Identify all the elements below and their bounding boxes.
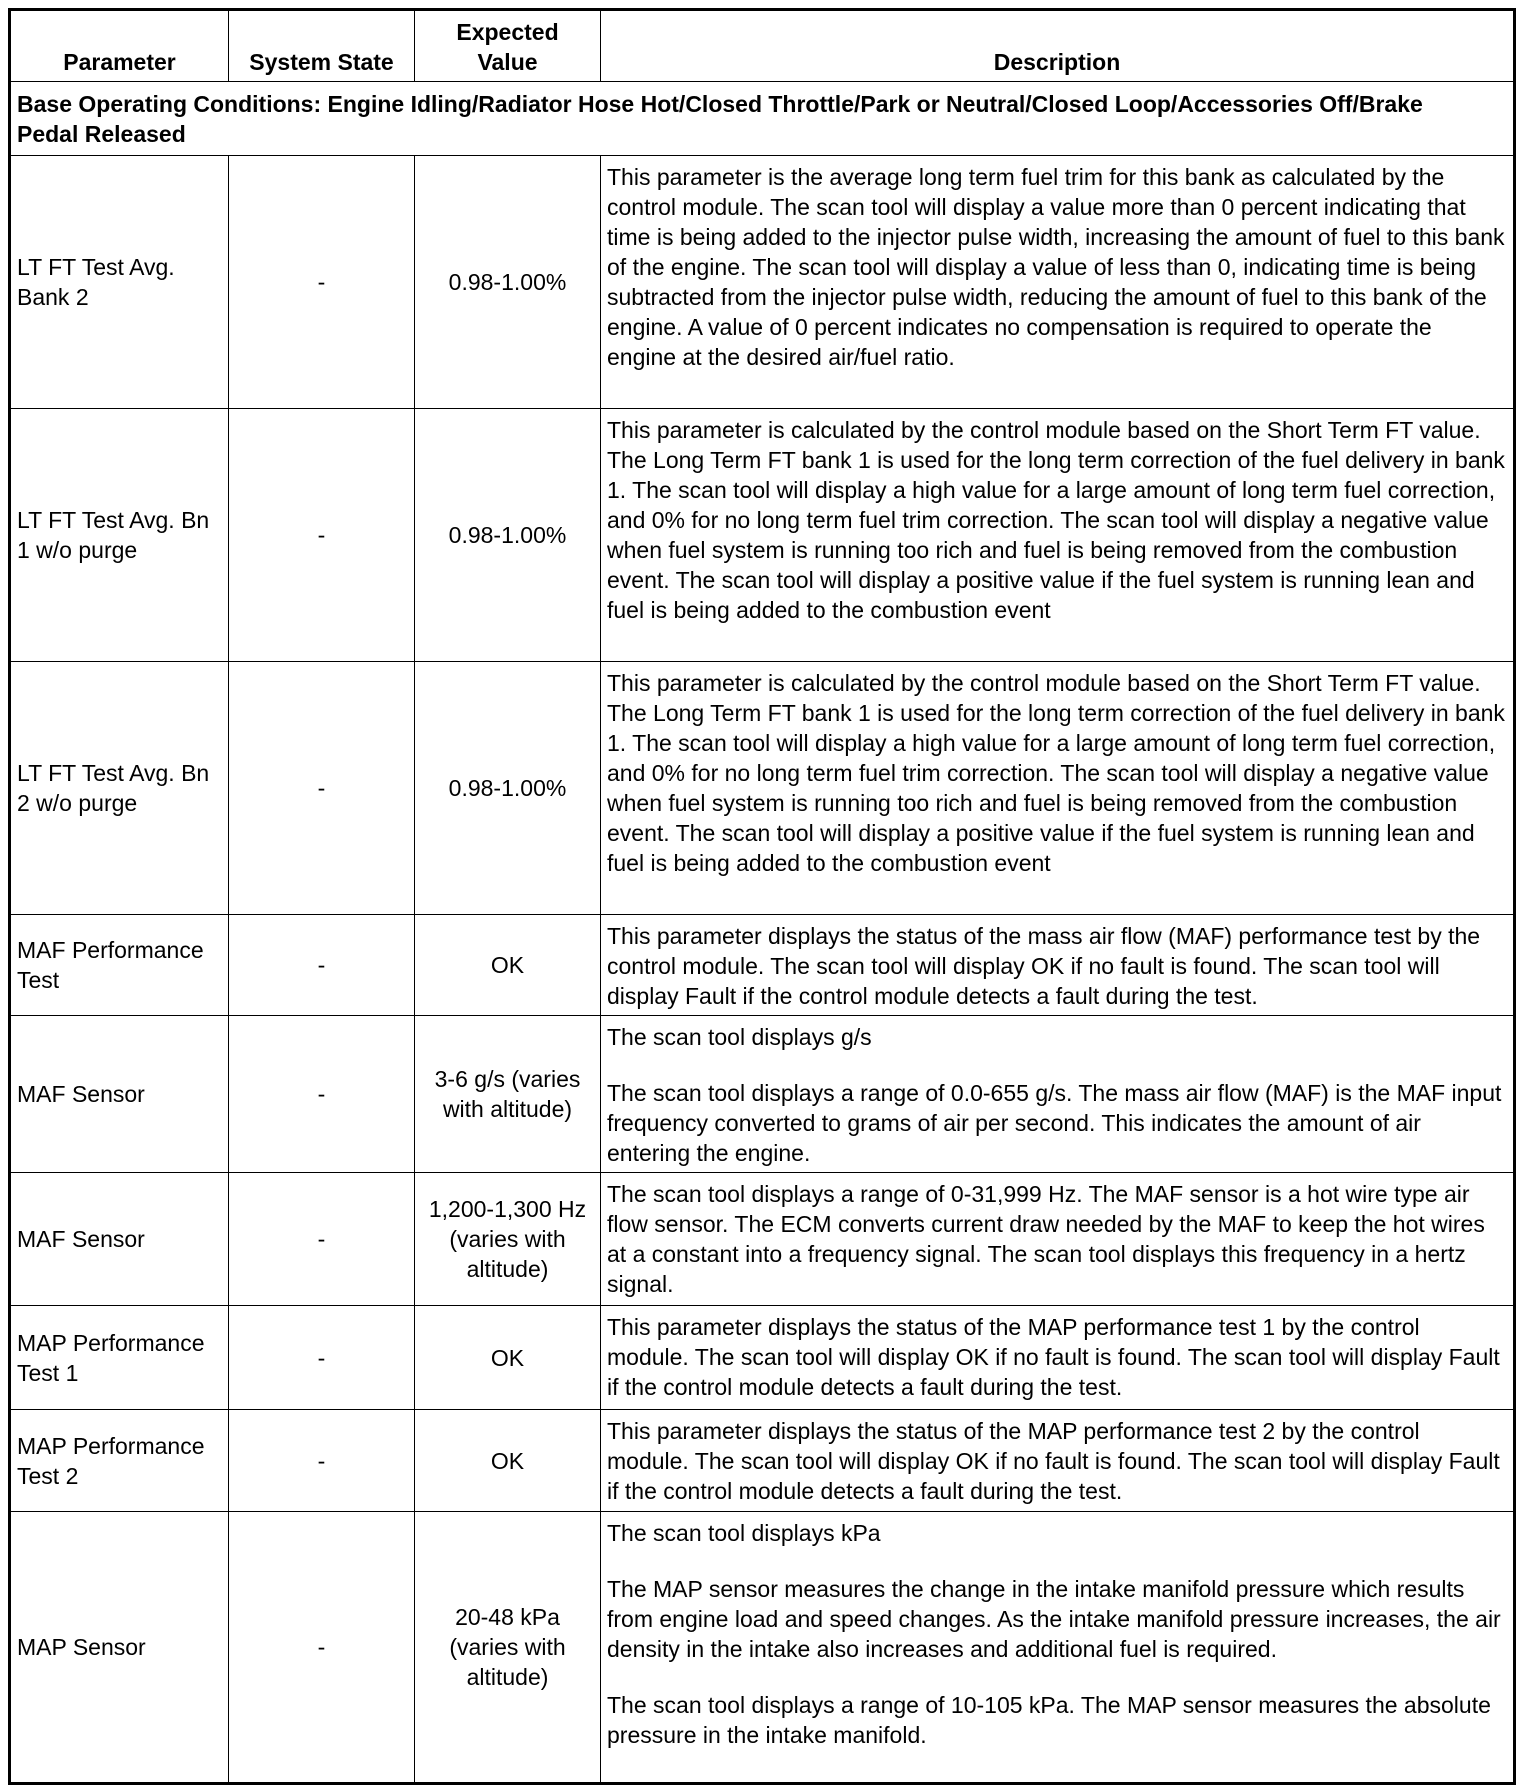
parameter-cell: LT FT Test Avg. Bn 1 w/o purge xyxy=(10,409,229,662)
parameter-cell: LT FT Test Avg. Bn 2 w/o purge xyxy=(10,662,229,915)
parameter-cell: MAP Performance Test 2 xyxy=(10,1410,229,1512)
description-paragraph: The MAP sensor measures the change in the intake manifold pressure which results from engine load and speed changes. As the intake manifold pressure increases, the air density in the intake also increases and additional fuel is required. xyxy=(607,1576,1501,1662)
expected-value-cell: 1,200-1,300 Hz (varies with altitude) xyxy=(415,1173,601,1306)
header-row xyxy=(10,10,1515,82)
description-paragraph: The scan tool displays a range of 0-31,999 Hz. The MAF sensor is a hot wire type air flow sensor. The ECM converts current draw needed by the MAF to keep the hot wires at a constant into a frequency signal. The scan tool displays this frequency in a hertz signal. xyxy=(607,1181,1485,1297)
description-paragraph: This parameter is calculated by the control module based on the Short Term FT value. The Long Term FT bank 1 is used for the long term correction of the fuel delivery in bank 1. The scan tool will display a high value for a large amount of long term fuel correction, and 0% for no long term fuel trim correction. The scan tool will display a negative value when fuel system is running too rich and fuel is being removed from the combustion event. The scan tool will display a positive value if the fuel system is running lean and fuel is being added to the combustion event xyxy=(607,670,1505,876)
system-state-cell: - xyxy=(229,1016,415,1173)
system-state-cell: - xyxy=(229,662,415,915)
expected-value-cell: 20-48 kPa (varies with altitude) xyxy=(415,1512,601,1784)
system-state-cell: - xyxy=(229,1410,415,1512)
description-cell xyxy=(601,1173,1515,1306)
table-row xyxy=(10,915,1515,1016)
parameter-cell: MAP Performance Test 1 xyxy=(10,1306,229,1410)
expected-value-cell: 0.98-1.00% xyxy=(415,156,601,409)
table-row xyxy=(10,1410,1515,1512)
table-row xyxy=(10,662,1515,915)
description-cell xyxy=(601,409,1515,662)
header-system-state: System State xyxy=(229,10,415,82)
parameter-table xyxy=(8,8,1516,1785)
expected-value-cell: OK xyxy=(415,915,601,1016)
table-row xyxy=(10,156,1515,409)
description-cell xyxy=(601,1306,1515,1410)
description-cell xyxy=(601,662,1515,915)
description-paragraph: This parameter displays the status of the mass air flow (MAF) performance test by the control module. The scan tool will display OK if no fault is found. The scan tool will display Fault if the control module detects a fault during the test. xyxy=(607,923,1481,1009)
description-cell xyxy=(601,1410,1515,1512)
description-paragraph: This parameter is the average long term fuel trim for this bank as calculated by the control module. The scan tool will display a value more than 0 percent indicating that time is being added to the injector pulse width, increasing the amount of fuel to this bank of the engine. The scan tool will display a value of less than 0, indicating time is being subtracted from the injector pulse width, reducing the amount of fuel to this bank of the engine. A value of 0 percent indicates no compensation is required to operate the engine at the desired air/fuel ratio. xyxy=(607,164,1505,370)
expected-value-cell: 3-6 g/s (varies with altitude) xyxy=(415,1016,601,1173)
header-expected-value: Expected Value xyxy=(415,10,601,82)
table-row xyxy=(10,1173,1515,1306)
expected-value-cell: OK xyxy=(415,1306,601,1410)
description-cell xyxy=(601,915,1515,1016)
system-state-cell: - xyxy=(229,1306,415,1410)
parameter-cell: MAF Sensor xyxy=(10,1173,229,1306)
description-paragraph: The scan tool displays a range of 0.0-655 g/s. The mass air flow (MAF) is the MAF input frequency converted to grams of air per second. This indicates the amount of air entering the engine. xyxy=(607,1080,1502,1166)
system-state-cell: - xyxy=(229,915,415,1016)
table-row xyxy=(10,409,1515,662)
header-description: Description xyxy=(601,10,1515,82)
system-state-cell: - xyxy=(229,1512,415,1784)
description-paragraph: This parameter displays the status of the MAP performance test 1 by the control module. The scan tool will display OK if no fault is found. The scan tool will display Fault if the control module detects a fault during the test. xyxy=(607,1314,1500,1400)
base-operating-conditions: Base Operating Conditions: Engine Idling/Radiator Hose Hot/Closed Throttle/Park or Neutral/Closed Loop/Accessories Off/Brake Pedal Released xyxy=(10,82,1515,156)
parameter-cell: MAP Sensor xyxy=(10,1512,229,1784)
parameter-cell: MAF Sensor xyxy=(10,1016,229,1173)
table-row xyxy=(10,1016,1515,1173)
table-row xyxy=(10,1306,1515,1410)
conditions-row xyxy=(10,82,1515,156)
parameter-cell: LT FT Test Avg. Bank 2 xyxy=(10,156,229,409)
description-paragraph: This parameter displays the status of the MAP performance test 2 by the control module. The scan tool will display OK if no fault is found. The scan tool will display Fault if the control module detects a fault during the test. xyxy=(607,1418,1500,1504)
expected-value-cell: OK xyxy=(415,1410,601,1512)
table-row xyxy=(10,1512,1515,1784)
parameter-cell: MAF Performance Test xyxy=(10,915,229,1016)
description-cell xyxy=(601,1512,1515,1784)
system-state-cell: - xyxy=(229,409,415,662)
description-paragraph: This parameter is calculated by the control module based on the Short Term FT value. The Long Term FT bank 1 is used for the long term correction of the fuel delivery in bank 1. The scan tool will display a high value for a large amount of long term fuel correction, and 0% for no long term fuel trim correction. The scan tool will display a negative value when fuel system is running too rich and fuel is being removed from the combustion event. The scan tool will display a positive value if the fuel system is running lean and fuel is being added to the combustion event xyxy=(607,417,1505,623)
expected-value-cell: 0.98-1.00% xyxy=(415,662,601,915)
document-page xyxy=(8,8,1513,1785)
description-cell xyxy=(601,156,1515,409)
description-paragraph: The scan tool displays g/s xyxy=(607,1024,872,1050)
expected-value-cell: 0.98-1.00% xyxy=(415,409,601,662)
description-cell xyxy=(601,1016,1515,1173)
system-state-cell: - xyxy=(229,1173,415,1306)
header-parameter: Parameter xyxy=(10,10,229,82)
system-state-cell: - xyxy=(229,156,415,409)
description-paragraph: The scan tool displays kPa xyxy=(607,1520,881,1546)
description-paragraph: The scan tool displays a range of 10-105 kPa. The MAP sensor measures the absolute pressure in the intake manifold. xyxy=(607,1692,1491,1748)
